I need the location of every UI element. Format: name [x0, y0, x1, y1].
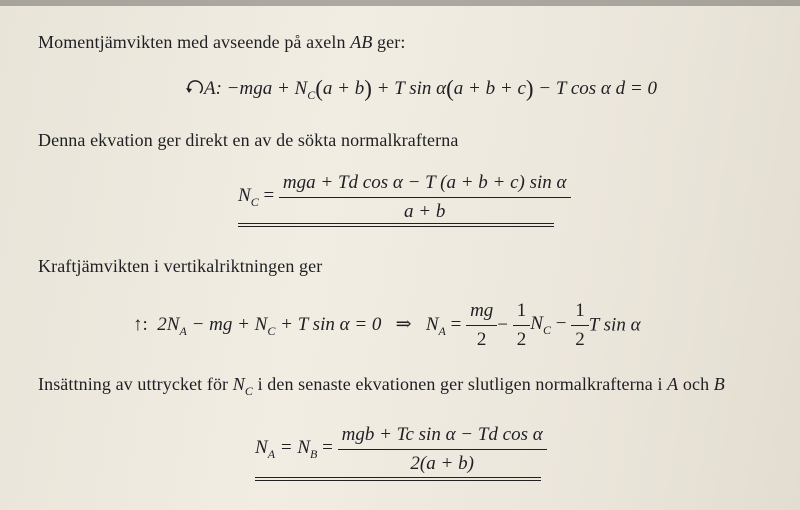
rotation-arrow-icon [184, 79, 204, 97]
p4-start: Insättning av uttrycket för [38, 374, 229, 394]
nc-double-underline [238, 223, 554, 227]
frac-half-2-den: 2 [571, 325, 589, 351]
paragraph-insertion [38, 374, 725, 399]
vert-minus-2: − [550, 313, 567, 334]
paragraph-moment [38, 32, 405, 53]
vert-sub-c: C [267, 323, 276, 338]
final-nb-sub: B [310, 447, 318, 461]
moment-ab: a + b [322, 78, 365, 99]
paren-close-2: ) [525, 76, 534, 101]
vert-body-3: + T sin α = 0 [275, 313, 382, 335]
final-na-sub: A [267, 447, 276, 461]
paragraph-direct: Denna ekvation ger direkt en av de sökta normalkrafterna [38, 130, 459, 150]
paren-open-1: ( [315, 76, 323, 101]
implies-icon: ⇒ [395, 313, 412, 335]
moment-sub-c: C [307, 88, 316, 102]
nc-equation [238, 172, 571, 223]
final-numerator: mgb + Tc sin α − Td cos α [341, 424, 543, 445]
frac-mg-num: mg [470, 300, 494, 321]
vert-na-sub: A [438, 323, 446, 338]
frac-half-1-num: 1 [516, 300, 527, 321]
vert-body-2: − mg + N [186, 313, 268, 335]
nc-numerator: mga + Td cos α − T (a + b + c) sin α [282, 172, 567, 193]
up-arrow-icon: ↑: [133, 313, 148, 335]
nc-denominator: a + b [279, 197, 571, 223]
nc-fraction [279, 172, 571, 223]
p4-nc: N [232, 374, 245, 394]
page-edge-shadow [0, 0, 800, 6]
final-fraction [338, 424, 547, 475]
frac-half-2 [571, 300, 589, 351]
p4-b: B [713, 374, 725, 394]
frac-half-1 [513, 300, 531, 351]
moment-body-1: : −mga + N [215, 78, 308, 99]
vertical-equation [133, 300, 641, 351]
vert-tail: T sin α [588, 314, 641, 336]
moment-body-3: − T cos α d = 0 [533, 78, 657, 99]
paren-close-1: ) [364, 76, 372, 101]
final-na: N [255, 437, 268, 458]
moment-body-2: + T sin α [371, 78, 447, 99]
moment-point-label: A [204, 78, 216, 99]
final-double-underline [255, 477, 541, 481]
frac-half-1-den: 2 [513, 325, 531, 351]
final-equation [255, 424, 547, 475]
final-equals: = [317, 437, 333, 458]
p4-a: A [667, 374, 679, 394]
vert-na: N [425, 313, 439, 335]
axis-ab-label: AB [350, 32, 373, 52]
paragraph-vertical: Kraftjämvikten i vertikalriktningen ger [38, 256, 323, 276]
vert-minus-1: − [497, 314, 509, 336]
final-denominator: 2(a + b) [338, 449, 547, 475]
vert-equals: = [445, 313, 462, 335]
p4-och: och [682, 374, 710, 394]
vert-sub-a: A [179, 323, 187, 338]
moment-abc: a + b + c [453, 78, 526, 99]
paragraph-moment-text: Momentjämvikten med avseende på axeln [38, 32, 346, 52]
final-equals-nb: = N [275, 437, 311, 458]
paren-open-2: ( [446, 76, 454, 101]
vert-body-1: 2N [157, 313, 180, 335]
frac-mg-2 [466, 300, 497, 351]
p4-mid: i den senaste ekvationen ger slutligen normalkrafterna i [257, 374, 663, 394]
vert-nc-sub: C [542, 323, 551, 337]
nc-lhs: N [238, 185, 251, 206]
p4-nc-sub: C [244, 384, 253, 398]
frac-mg-den: 2 [466, 325, 497, 351]
nc-lhs-sub: C [250, 195, 259, 209]
vert-nc: N [530, 313, 543, 334]
nc-equals: = [258, 185, 275, 206]
paragraph-moment-end: ger: [377, 32, 406, 52]
moment-equation [184, 76, 657, 103]
frac-half-2-num: 1 [575, 300, 585, 321]
